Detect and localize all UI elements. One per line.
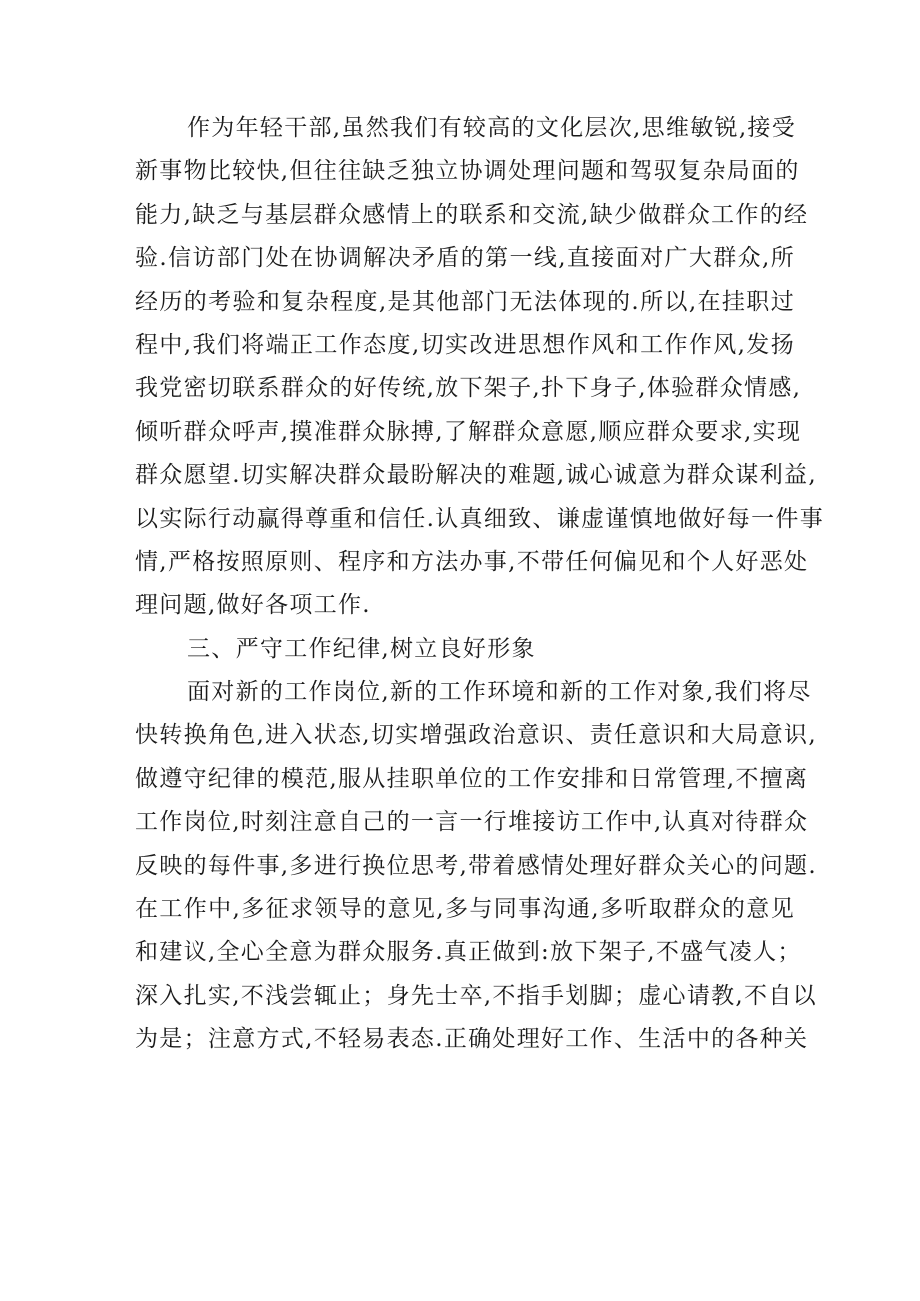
text-line: 工作岗位,时刻注意自己的一言一行堆接访工作中,认真对待群众	[135, 809, 809, 836]
text-line: 和建议,全心全意为群众服务.真正做到:放下架子,不盛气凌人；	[135, 939, 802, 966]
text-line: 作为年轻干部,虽然我们有较高的文化层次,思维敏锐,接受	[187, 115, 797, 141]
text-line: 面对新的工作岗位,新的工作环境和新的工作对象,我们将尽	[187, 679, 812, 706]
text-line: 深入扎实,不浅尝辄止；身先士卒,不指手划脚；虚心请教,不自以	[135, 982, 817, 1009]
text-line: 情,严格按照原则、程序和方法办事,不带任何偏见和个人好恶处	[135, 548, 809, 575]
text-line: 我党密切联系群众的好传统,放下架子,扑下身子,体验群众情感,	[135, 375, 802, 402]
section-heading: 三、严守工作纪律,树立良好形象	[187, 635, 536, 662]
text-line: 倾听群众呼声,摸准群众脉搏,了解群众意愿,顺应群众要求,实现	[135, 418, 802, 445]
text-line: 经历的考验和复杂程度,是其他部门无法体现的.所以,在挂职过	[135, 288, 795, 315]
text-line: 群众愿望.切实解决群众最盼解决的难题,诚心诚意为群众谋利益,	[135, 462, 817, 489]
text-line: 程中,我们将端正工作态度,切实改进思想作风和工作作风,发扬	[135, 331, 795, 358]
text-line: 做遵守纪律的模范,服从挂职单位的工作安排和日常管理,不擅离	[135, 765, 809, 792]
text-line: 反映的每件事,多进行换位思考,带着感情处理好群众关心的问题.	[135, 852, 817, 879]
text-line: 新事物比较快,但往往缺乏独立协调处理问题和驾驭复杂局面的	[135, 158, 800, 185]
body-text	[135, 107, 825, 1062]
text-line: 能力,缺乏与基层群众感情上的联系和交流,缺少做群众工作的经	[135, 201, 809, 228]
text-line: 验.信访部门处在协调解决矛盾的第一线,直接面对广大群众,所	[135, 245, 795, 272]
text-line: 快转换角色,进入状态,切实增强政治意识、责任意识和大局意识,	[135, 722, 817, 749]
text-line: 在工作中,多征求领导的意见,多与同事沟通,多听取群众的意见	[135, 896, 795, 923]
text-line: 为是；注意方式,不轻易表态.正确处理好工作、生活中的各种关	[135, 1026, 809, 1053]
text-line: 以实际行动赢得尊重和信任.认真细致、谦虚谨慎地做好每一件事	[135, 505, 825, 532]
text-line: 理问题,做好各项工作.	[135, 592, 371, 619]
